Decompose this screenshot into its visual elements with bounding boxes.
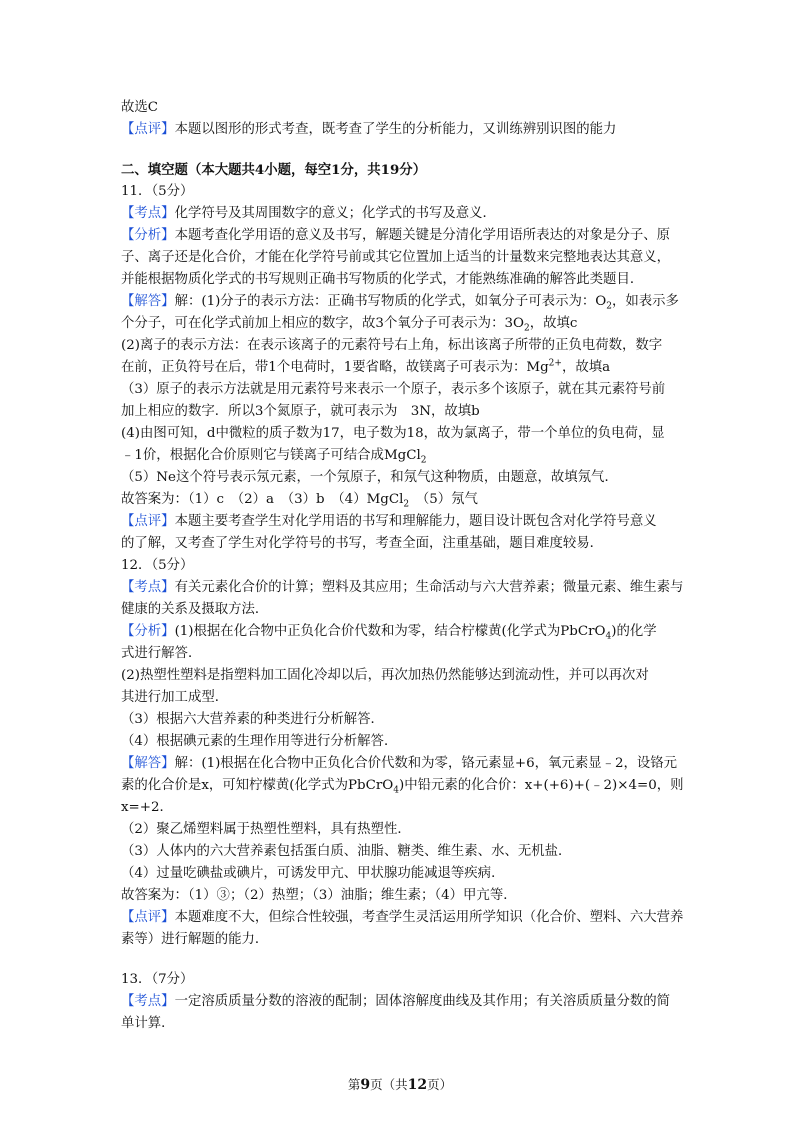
- text-line: (2)离子的表示方法：在表示该离子的元素符号右上角，标出该离子所带的正负电荷数，数字: [121, 338, 663, 353]
- text-line: 健康的关系及摄取方法．: [121, 602, 269, 617]
- text-line: 【分析】(1)根据在化合物中正负化合价代数和为零，结合柠檬黄(化学式为PbCrO$_4$)的化学: [121, 624, 657, 642]
- text-line: 【分析】本题考查化学用语的意义及书写，解题关键是分清化学用语所表达的对象是分子、原: [121, 228, 671, 243]
- text-line: （3）原子的表示方法就是用元素符号来表示一个原子，表示多个该原子，就在其元素符号前: [121, 382, 666, 397]
- text-line: 【点评】本题主要考查学生对化学用语的书写和理解能力，题目设计既包含对化学符号意义: [121, 514, 657, 529]
- text-line: （5）Ne这个符号表示氖元素，一个氖原子，和氖气这种物质，由题意，故填氖气．: [121, 470, 618, 485]
- text-line: （3）人体内的六大营养素包括蛋白质、油脂、糖类、维生素、水、无机盐．: [121, 844, 572, 859]
- text-line: 个分子，可在化学式前加上相应的数字，故3个氧分子可表示为：$3O_2$，故填c: [121, 316, 578, 334]
- text-line: 其进行加工成型．: [121, 690, 229, 705]
- text-line: 【解答】解：(1)根据在化合物中正负化合价代数和为零，铬元素显+6，氧元素显﹣2，设铬元: [121, 756, 678, 771]
- text-line: (2)热塑性塑料是指塑料加工固化冷却以后，再次加热仍然能够达到流动性，并可以再次对: [121, 668, 649, 683]
- text-line: 故选C: [121, 100, 159, 115]
- text-line: 式进行解答．: [121, 646, 202, 661]
- text-line: 【点评】本题以图形的形式考查，既考查了学生的分析能力，又训练辨别识图的能力: [121, 122, 617, 137]
- text-line: （3）根据六大营养素的种类进行分析解答．: [121, 712, 384, 727]
- text-line: 单计算．: [121, 1016, 175, 1031]
- text-line: 的了解，又考查了学生对化学符号的书写，考查全面，注重基础，题目难度较易．: [121, 536, 604, 551]
- text-line: （4）过量吃碘盐或碘片，可诱发甲亢、甲状腺功能减退等疾病．: [121, 866, 505, 881]
- text-line: 并能根据物质化学式的书写规则正确书写物质的化学式，才能熟练准确的解答此类题目．: [121, 272, 644, 287]
- question-number: 12．（5分）: [121, 558, 194, 573]
- question-number: 11．（5分）: [121, 184, 194, 199]
- question-number: 13．（7分）: [121, 972, 194, 987]
- text-line: （2）聚乙烯塑料属于热塑性塑料，具有热塑性．: [121, 822, 411, 837]
- text-line: （4）根据碘元素的生理作用等进行分析解答．: [121, 734, 398, 749]
- page-footer: 第9页（共12页）: [347, 1077, 453, 1093]
- text-line: 【点评】本题难度不大，但综合性较强，考查学生灵活运用所学知识（化合价、塑料、六大营养: [121, 910, 684, 925]
- text-line: 子、离子还是化合价，才能在化学符号前或其它位置加上适当的计量数来完整地表达其意义，: [121, 250, 671, 265]
- review-tag: 【点评】: [121, 122, 175, 137]
- text-line: 【考点】有关元素化合价的计算；塑料及其应用；生命活动与六大营养素；微量元素、维生素与: [121, 580, 684, 595]
- total-pages: 12: [407, 1077, 428, 1093]
- text-line: ﹣1价，根据化合价原则它与镁离子可结合成MgCl$_2$: [121, 448, 427, 466]
- text-line: (4)由图可知，d中微粒的质子数为17，电子数为18，故为氯离子，带一个单位的负电荷，显: [121, 426, 665, 441]
- text-line: 【考点】一定溶质质量分数的溶液的配制；固体溶解度曲线及其作用；有关溶质质量分数的简: [121, 994, 671, 1009]
- text-line: 素的化合价是x，可知柠檬黄(化学式为PbCrO$_4$)中铅元素的化合价：x+(+6)+(﹣2)×4=0，则: [121, 778, 684, 796]
- text-line: 在前，正负符号在后，带1个电荷时，1要省略，故镁离子可表示为：$Mg^{2+}$，故填a: [121, 358, 611, 375]
- current-page-number: 9: [360, 1077, 371, 1093]
- answer-line: 故答案为：（1）c （2）a （3）b （4）MgCl$_2$ （5）氖气: [121, 492, 478, 510]
- text-line: 【考点】化学符号及其周围数字的意义；化学式的书写及意义．: [121, 206, 496, 221]
- text-line: 【解答】解：(1)分子的表示方法：正确书写物质的化学式，如氧分子可表示为：$O_2$，如表示多: [121, 294, 679, 312]
- answer-line: 故答案为：（1）③；（2）热塑；（3）油脂；维生素；（4）甲亢等．: [121, 888, 517, 903]
- text-line: 加上相应的数字．所以3个氮原子，就可表示为 3N，故填b: [121, 404, 480, 419]
- section-heading: 二、填空题（本大题共4小题，每空1分，共19分）: [121, 162, 427, 178]
- text-line: 素等）进行解题的能力．: [121, 932, 269, 947]
- text-line: x=+2．: [121, 800, 173, 815]
